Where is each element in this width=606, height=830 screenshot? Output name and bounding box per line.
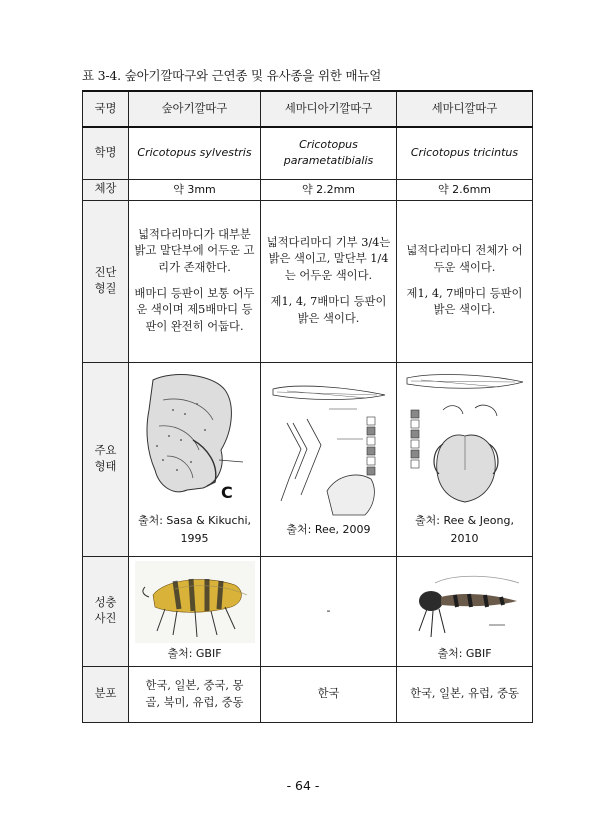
table-row xyxy=(83,667,533,723)
header-row xyxy=(83,91,533,127)
body-length-3: 약 2.6mm xyxy=(397,179,533,200)
diagnostic-3-tergite: 제1, 4, 7배마디 등판이 밝은 색이다. xyxy=(406,287,523,317)
row-label-diagnostic: 진단 형질 xyxy=(83,200,129,362)
row-label-distribution: 분포 xyxy=(83,667,129,723)
distribution-1: 한국, 일본, 중국, 몽골, 북미, 유럽, 중동 xyxy=(129,667,261,723)
adult-photo-2-missing: - xyxy=(261,556,397,667)
row-label-scientific-name: 학명 xyxy=(83,127,129,179)
body-length-1: 약 3mm xyxy=(129,179,261,200)
body-length-2: 약 2.2mm xyxy=(261,179,397,200)
morphology-source-2: 출처: Ree, 2009 xyxy=(286,523,371,537)
table-row xyxy=(83,200,533,362)
distribution-2: 한국 xyxy=(261,667,397,723)
header-korean-name: 국명 xyxy=(83,91,129,127)
figure-panel-letter: C xyxy=(220,483,233,503)
morphology-source-3: 출처: Ree & Jeong, 2010 xyxy=(415,514,514,545)
row-label-morphology: 주요 형태 xyxy=(83,362,129,556)
diagnostic-1-femur: 넓적다리마디가 대부분 밝고 말단부에 어두운 고리가 존재한다. xyxy=(134,227,255,274)
morphology-source-1: 출처: Sasa & Kikuchi, 1995 xyxy=(137,514,252,545)
row-label-adult-photo: 성충 사진 xyxy=(83,556,129,667)
header-species-2: 세마디아기깔따구 xyxy=(261,91,397,127)
diagnostic-2-tergite: 제1, 4, 7배마디 등판이 밝은 색이다. xyxy=(270,295,387,325)
adult-photo-source-3: 출처: GBIF xyxy=(437,646,492,660)
table-row xyxy=(83,556,533,667)
adult-photo-1 xyxy=(129,556,261,667)
table-caption: 표 3-4. 숲아기깔따구와 근연종 및 유사종을 위한 매뉴얼 xyxy=(82,68,382,83)
scientific-name-3: Cricotopus tricintus xyxy=(397,127,533,179)
diagnostic-3 xyxy=(397,200,533,362)
diagnostic-3-femur: 넓적다리마디 전체가 어두운 색이다. xyxy=(406,244,523,274)
diagnostic-2 xyxy=(261,200,397,362)
table-row xyxy=(83,179,533,200)
adult-photo-source-1: 출처: GBIF xyxy=(167,646,222,660)
hypopygium-illustration xyxy=(133,370,257,510)
scientific-name-2: Cricotopus parametatibialis xyxy=(261,127,397,179)
wing-leg-illustration xyxy=(267,379,391,519)
adult-photo-3 xyxy=(397,556,533,667)
species-manual-table xyxy=(82,90,533,723)
row-label-body-length: 체장 xyxy=(83,179,129,200)
diagnostic-2-femur: 넓적다리마디 기부 3/4는 밝은 색이고, 말단부 1/4는 어두운 색이다. xyxy=(266,236,391,282)
table-row xyxy=(83,362,533,556)
diagnostic-1 xyxy=(129,200,261,362)
table-row xyxy=(83,127,533,179)
distribution-3: 한국, 일본, 유럽, 중동 xyxy=(397,667,533,723)
morphology-3 xyxy=(397,362,533,556)
scientific-name-1: Cricotopus sylvestris xyxy=(129,127,261,179)
diagnostic-1-tergite: 배마디 등판이 보통 어두운 색이며 제5배마디 등판이 완전히 어둡다. xyxy=(134,287,255,333)
morphology-2 xyxy=(261,362,397,556)
header-species-3: 세마디깔따구 xyxy=(397,91,533,127)
header-species-1: 숲아기깔따구 xyxy=(129,91,261,127)
page-number: - 64 - xyxy=(286,778,320,793)
wing-hypopygium-illustration xyxy=(403,370,527,510)
adult-midge-photo xyxy=(135,561,255,643)
adult-midge-photo xyxy=(405,561,525,643)
morphology-1 xyxy=(129,362,261,556)
